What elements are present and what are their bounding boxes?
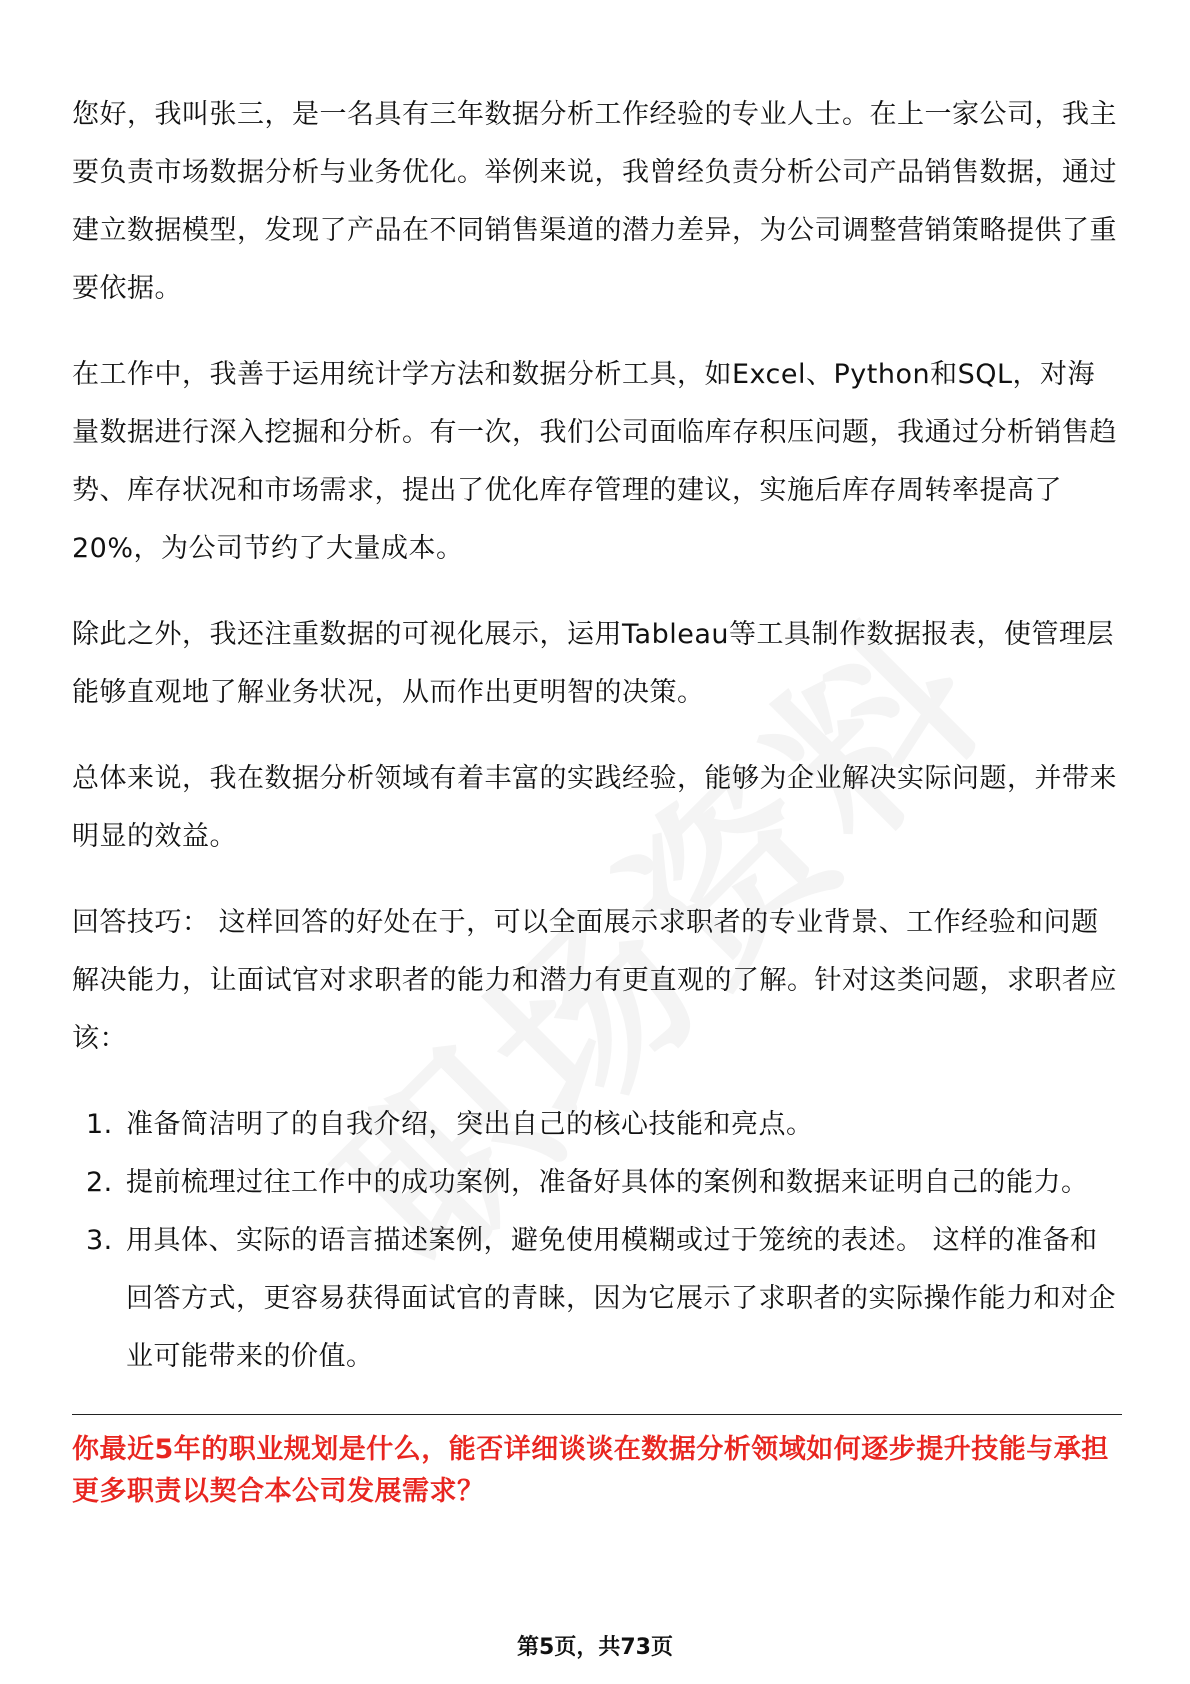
next-question-heading: 你最近5年的职业规划是什么，能否详细谈谈在数据分析领域如何逐步提升技能与承担更多职责以契合本公司发展需求？ [72, 1434, 1109, 1507]
section-divider [72, 1414, 1122, 1415]
paragraph-summary: 总体来说，我在数据分析领域有着丰富的实践经验，能够为企业解决实际问题，并带来明显的效益。 [72, 763, 1117, 852]
list-item [72, 1096, 1122, 1154]
list-number: 2. [86, 1167, 113, 1198]
paragraph-work: 在工作中，我善于运用统计学方法和数据分析工具，如Excel、Python和SQL，对海量数据进行深入挖掘和分析。有一次，我们公司面临库存积压问题，我通过分析销售趋势、库存状况和市场需求，提出了优化库存管理的建议，实施后库存周转率提高了20%，为公司节约了大量成本。 [72, 359, 1117, 564]
list-text: 用具体、实际的语言描述案例，避免使用模糊或过于笼统的表述。 这样的准备和回答方式，更容易获得面试官的青睐，因为它展示了求职者的实际操作能力和对企业可能带来的价值。 [126, 1225, 1116, 1372]
list-number: 3. [86, 1225, 113, 1256]
list-text: 提前梳理过往工作中的成功案例，准备好具体的案例和数据来证明自己的能力。 [126, 1167, 1089, 1198]
paragraph-visualization: 除此之外，我还注重数据的可视化展示，运用Tableau等工具制作数据报表，使管理层能够直观地了解业务状况，从而作出更明智的决策。 [72, 619, 1114, 708]
list-number: 1. [86, 1109, 113, 1140]
list-text: 准备简洁明了的自我介绍，突出自己的核心技能和亮点。 [126, 1109, 814, 1140]
tips-list [72, 1096, 1122, 1386]
list-item [72, 1212, 1122, 1386]
page-footer: 第5页，共73页 [517, 1635, 673, 1660]
document-body [72, 86, 1122, 1513]
paragraph-intro: 您好，我叫张三，是一名具有三年数据分析工作经验的专业人士。在上一家公司，我主要负责市场数据分析与业务优化。举例来说，我曾经负责分析公司产品销售数据，通过建立数据模型，发现了产品在不同销售渠道的潜力差异，为公司调整营销策略提供了重要依据。 [72, 99, 1117, 304]
paragraph-tips-intro: 回答技巧： 这样回答的好处在于，可以全面展示求职者的专业背景、工作经验和问题解决能力，让面试官对求职者的能力和潜力有更直观的了解。针对这类问题，求职者应该： [72, 907, 1117, 1054]
list-item [72, 1154, 1122, 1212]
